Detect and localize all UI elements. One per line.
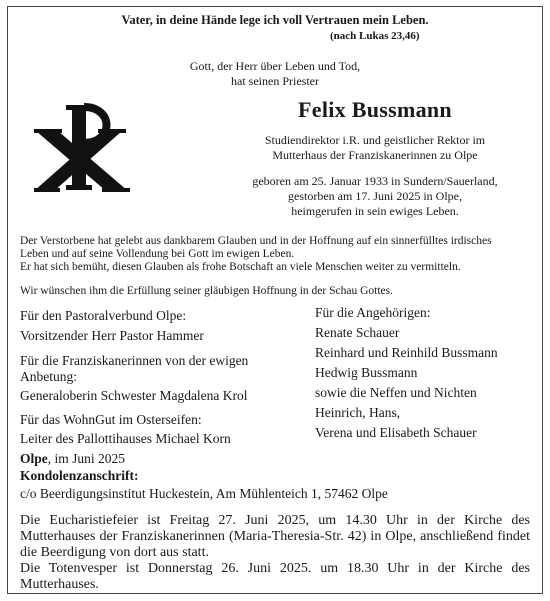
funeral-mass-info: Die Eucharistiefeier ist Freitag 27. Juni 2025, um 14.30 Uhr in der Kirche des Mutterhauses der Franziskanerinnen (Maria-Theresia-Str. 42) in Olpe, anschließend findet die Beerdigung von dort aus statt. (20, 513, 530, 560)
bible-quote: Vater, in deine Hände lege ich voll Vertrauen mein Leben. (121, 13, 429, 27)
right-line-5: sowie die Neffen und Nichten (315, 385, 477, 400)
right-line-4: Hedwig Bussmann (315, 365, 418, 380)
bible-quote-reference: (nach Lukas 23,46) (330, 30, 420, 42)
right-line-6: Heinrich, Hans, (315, 405, 401, 420)
right-line-1: Für die Angehörigen: (315, 305, 431, 320)
paragraph2: Wir wünschen ihm die Erfüllung seiner gläubigen Hoffnung in der Schau Gottes. (20, 285, 393, 297)
right-line-2: Renate Schauer (315, 325, 400, 340)
left-line-6: Für das WohnGut im Osterseifen: (20, 411, 202, 427)
place-city: Olpe (20, 451, 48, 466)
intro-line-2: hat seinen Priester (231, 74, 319, 88)
left-line-5: Generaloberin Schwester Magdalena Krol (20, 388, 248, 403)
death-line: gestorben am 17. Juni 2025 in Olpe, (288, 189, 462, 203)
deceased-name: Felix Bussmann (298, 97, 452, 122)
eternal-life-line: heimgerufen in sein ewiges Leben. (291, 204, 459, 218)
left-line-4: Anbetung: (20, 368, 77, 384)
title-line-2: Mutterhaus der Franziskanerinnen zu Olpe (272, 148, 478, 162)
vespers-info: Die Totenvesper ist Donnerstag 26. Juni 2025. um 18.30 Uhr in der Kirche des Mutterhauses. (20, 561, 530, 592)
condolence-address: c/o Beerdigungsinstitut Huckestein, Am Mühlenteich 1, 57462 Olpe (20, 486, 388, 501)
right-signatories (315, 303, 498, 443)
paragraph1-line-1: Der Verstorbene hat gelebt aus dankbarem Glauben und in der Hoffnung auf ein sinnerfülltes irdisches (20, 235, 492, 247)
left-signatories (20, 306, 248, 449)
right-line-7: Verena und Elisabeth Schauer (315, 425, 477, 440)
place-date-text: , im Juni 2025 (47, 451, 126, 466)
title-line-1: Studiendirektor i.R. und geistlicher Rektor im (264, 133, 486, 147)
paragraph1-line-2: Leben und auf seine Vollendung bei Gott im ewigen Leben. (20, 248, 295, 260)
left-line-2: Vorsitzender Herr Pastor Hammer (20, 327, 204, 343)
left-line-3: Für die Franziskanerinnen von der ewigen (20, 353, 249, 368)
intro-line-1: Gott, der Herr über Leben und Tod, (189, 59, 361, 73)
left-line-7: Leiter des Pallottihauses Michael Korn (20, 431, 231, 446)
birth-line: geboren am 25. Januar 1933 in Sundern/Sauerland, (252, 174, 498, 188)
paragraph1-line-3: Er hat sich bemüht, diesen Glauben als frohe Botschaft an viele Menschen weiter zu vermitteln. (20, 261, 461, 273)
left-line-1: Für den Pastoralverbund Olpe: (20, 308, 187, 323)
right-line-3: Reinhard und Reinhild Bussmann (315, 345, 498, 360)
condolence-heading: Kondolenzanschrift: (20, 468, 139, 483)
notice-border (7, 6, 543, 594)
